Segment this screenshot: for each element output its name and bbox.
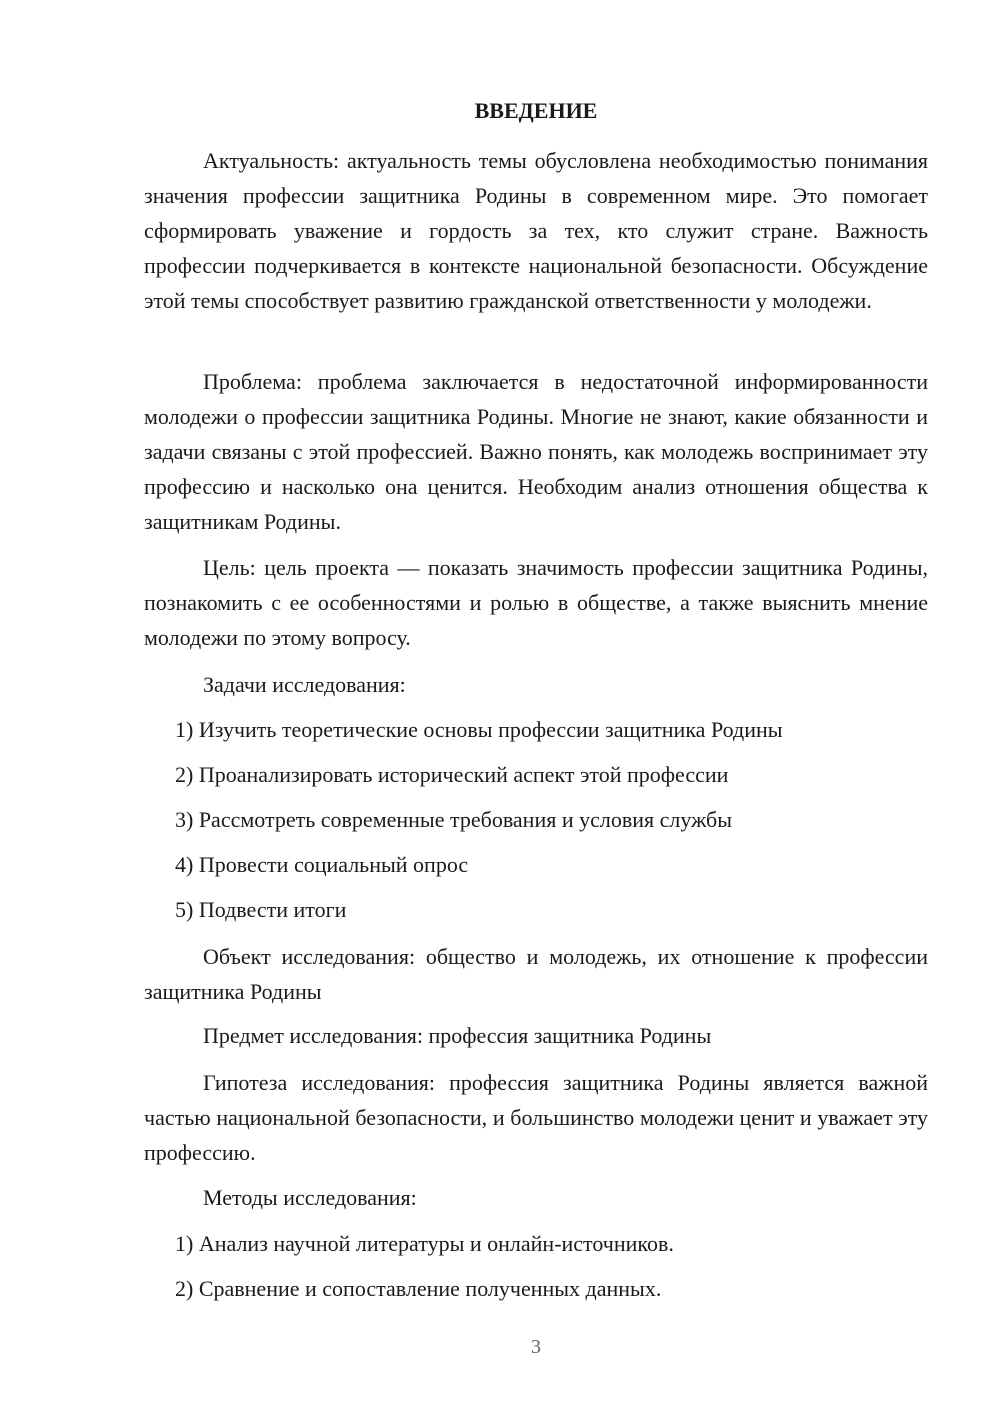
tasks-heading: Задачи исследования: — [203, 672, 406, 697]
page-number: 3 — [531, 1336, 541, 1358]
task-item: 5) Подвести итоги — [175, 897, 347, 922]
goal-paragraph: Цель: цель проекта — показать значимость профессии защитника Родины, познакомить с ее особенностями и ролью в обществе, а также выяснить мнение молодежи по этому вопросу. — [144, 555, 928, 650]
subject-line: Предмет исследования: профессия защитника Родины — [203, 1023, 712, 1048]
method-item: 2) Сравнение и сопоставление полученных данных. — [175, 1276, 662, 1301]
task-item: 1) Изучить теоретические основы профессии защитника Родины — [175, 717, 783, 742]
methods-heading: Методы исследования: — [203, 1185, 417, 1210]
task-item: 2) Проанализировать исторический аспект этой профессии — [175, 762, 729, 787]
task-item: 4) Провести социальный опрос — [175, 852, 469, 877]
relevance-paragraph: Актуальность: актуальность темы обусловлена необходимостью понимания значения профессии защитника Родины в современном мире. Это помогает сформировать уважение и гордость за тех, кто служит стране. Важность профессии подчеркивается в контексте национальной безопасности. Обсуждение этой темы способствует развитию гражданской ответственности у молодежи. — [144, 148, 928, 313]
document-page — [144, 0, 928, 1414]
method-item: 1) Анализ научной литературы и онлайн-источников. — [175, 1231, 674, 1256]
object-paragraph: Объект исследования: общество и молодежь, их отношение к профессии защитника Родины — [144, 944, 928, 1004]
problem-paragraph: Проблема: проблема заключается в недостаточной информированности молодежи о профессии защитника Родины. Многие не знают, какие обязанности и задачи связаны с этой профессией. Важно понять, как молодежь воспринимает эту профессию и насколько она ценится. Необходим анализ отношения общества к защитникам Родины. — [144, 369, 928, 534]
hypothesis-paragraph: Гипотеза исследования: профессия защитника Родины является важной частью национальной безопасности, и большинство молодежи ценит и уважает эту профессию. — [144, 1070, 928, 1165]
task-item: 3) Рассмотреть современные требования и условия службы — [175, 807, 732, 832]
page-title: ВВЕДЕНИЕ — [474, 98, 598, 123]
